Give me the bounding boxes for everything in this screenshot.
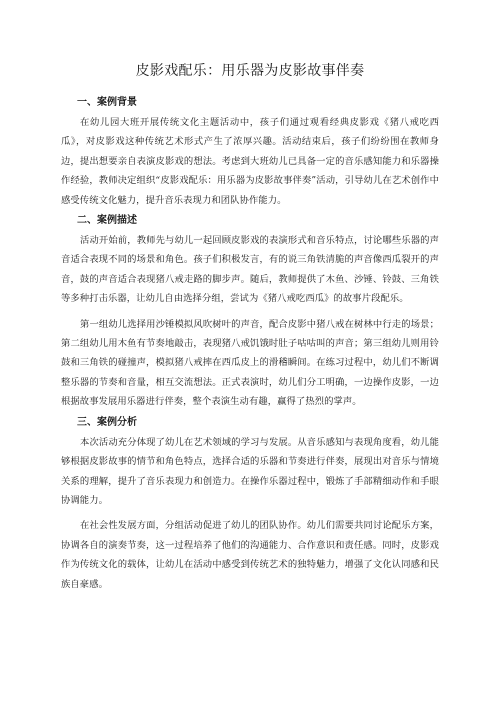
section-heading: 二、案例描述 <box>77 215 137 227</box>
section-heading: 一、案例背景 <box>77 97 137 108</box>
document-title: 皮影戏配乐：用乐器为皮影故事伴奏 <box>135 63 365 79</box>
section-heading: 三、案例分析 <box>77 416 137 428</box>
paragraph: 本次活动充分体现了幼儿在艺术领域的学习与发展。从音乐感知与表现角度看，幼儿能够根据皮影故事的情节和角色特点，选择合适的乐器和节奏进行伴奏，展现出对音乐与情境关系的理解，提升了音乐表现力和创造力。在操作乐器过程中，锻炼了手部精细动作和手眼协调能力。 <box>61 436 439 506</box>
paragraph: 第一组幼儿选择用沙锤模拟风吹树叶的声音，配合皮影中猪八戒在树林中行走的场景；第二组幼儿用木鱼有节奏地敲击，表现猪八戒饥饿时肚子咕咕叫的声音；第三组幼儿则用铃鼓和三角铁的碰撞声，模拟猪八戒摔在西瓜皮上的滑稽瞬间。在练习过程中，幼儿们不断调整乐器的节奏和音量，相互交流想法。正式表演时，幼儿们分工明确，一边操作皮影，一边根据故事发展用乐器进行伴奏，整个表演生动有趣，赢得了热烈的掌声。 <box>61 318 439 408</box>
paragraph: 在幼儿园大班开展传统文化主题活动中，孩子们通过观看经典皮影戏《猪八戒吃西瓜》，对皮影戏这种传统艺术形式产生了浓厚兴趣。活动结束后，孩子们纷纷围在教师身边，提出想要亲自表演皮影戏的想法。考虑到大班幼儿已具备一定的音乐感知能力和乐器操作经验，教师决定组织“皮影戏配乐：用乐器为皮影故事伴奏”活动，引导幼儿在艺术创作中感受传统文化魅力，提升音乐表现力和团队协作能力。 <box>61 117 439 206</box>
section-background <box>61 96 439 210</box>
section-description <box>61 214 439 412</box>
document-body <box>61 96 439 594</box>
paragraph: 活动开始前，教师先与幼儿一起回顾皮影戏的表演形式和音乐特点，讨论哪些乐器的声音适合表现不同的场景和角色。孩子们积极发言，有的说三角铁清脆的声音像西瓜裂开的声音，鼓的声音适合表现猪八戒走路的脚步声。随后，教师提供了木鱼、沙锤、铃鼓、三角铁等多种打击乐器，让幼儿自由选择分组，尝试为《猪八戒吃西瓜》的故事片段配乐。 <box>61 235 439 305</box>
paragraph: 在社会性发展方面，分组活动促进了幼儿的团队协作。幼儿们需要共同讨论配乐方案，协调各自的演奏节奏，这一过程培养了他们的沟通能力、合作意识和责任感。同时，皮影戏作为传统文化的载体，让幼儿在活动中感受到传统艺术的独特魅力，增强了文化认同感和民族自豪感。 <box>61 520 439 590</box>
section-analysis <box>61 416 439 594</box>
